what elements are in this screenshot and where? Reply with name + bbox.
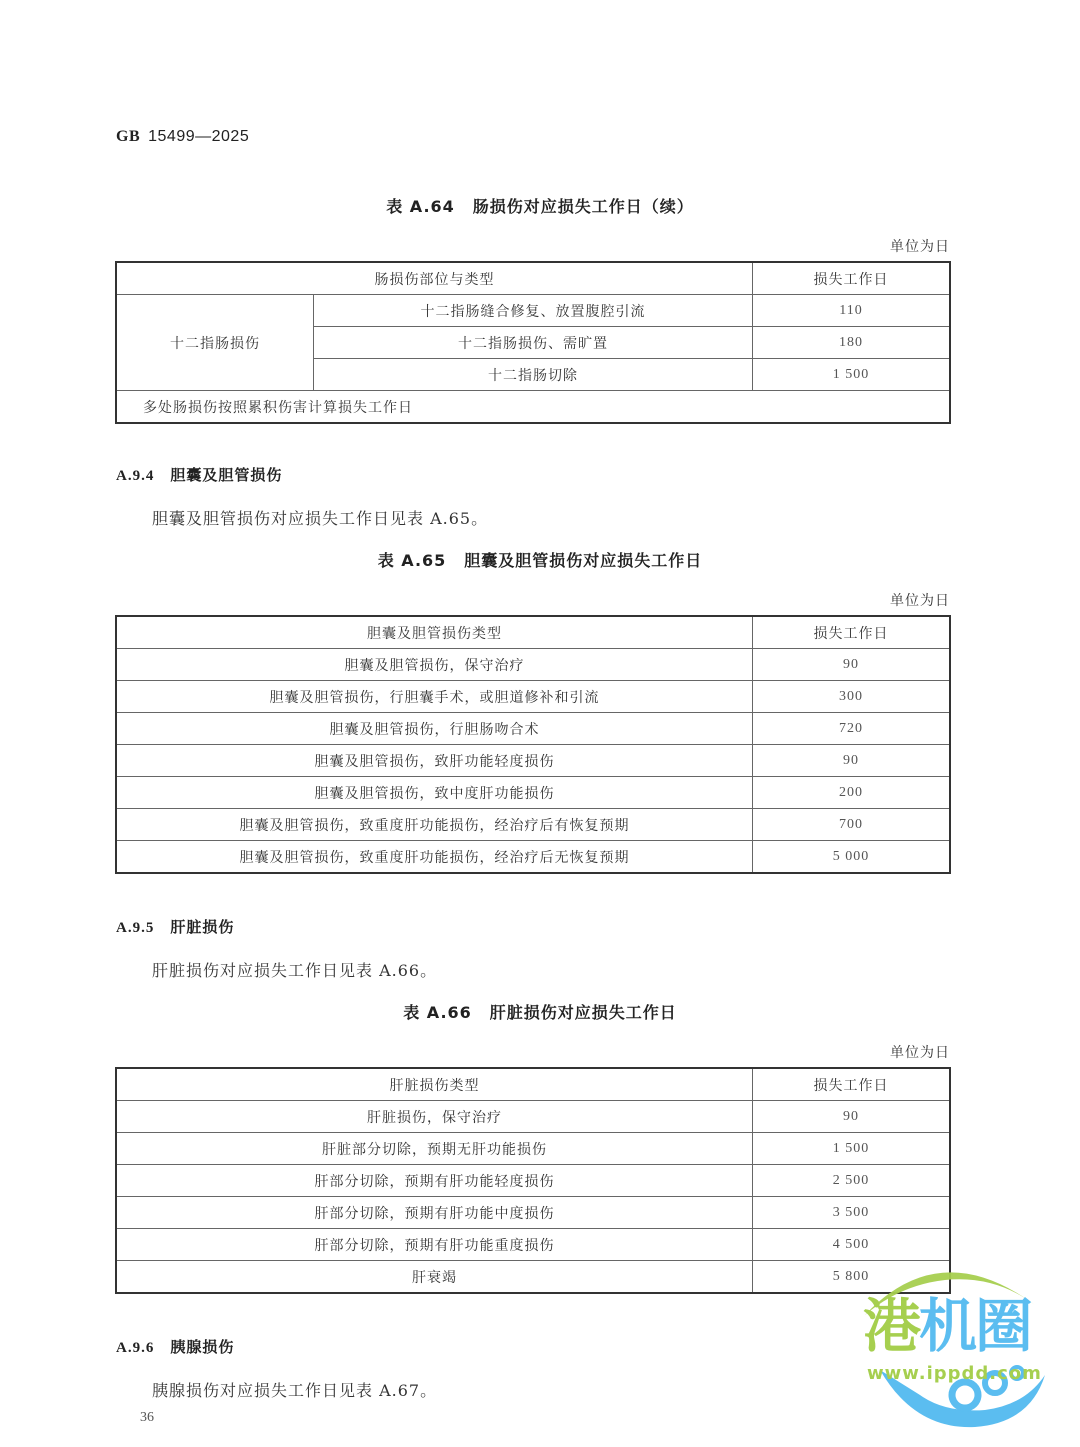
type-cell: 十二指肠缝合修复、放置腹腔引流 (314, 295, 753, 327)
days-cell: 180 (753, 327, 951, 359)
table-row (116, 1165, 950, 1197)
type-cell: 十二指肠切除 (314, 359, 753, 391)
group-label-cell: 十二指肠损伤 (116, 295, 314, 391)
header-cell-days: 损失工作日 (753, 1068, 951, 1101)
days-cell: 5 800 (753, 1261, 951, 1294)
type-cell: 肝部分切除，预期有肝功能重度损伤 (116, 1229, 753, 1261)
table-row (116, 745, 950, 777)
type-cell: 胆囊及胆管损伤，行胆囊手术，或胆道修补和引流 (116, 681, 753, 713)
days-cell: 200 (753, 777, 951, 809)
section-a96-paragraph: 胰腺损伤对应损失工作日见表 A.67。 (152, 1381, 438, 1400)
header-cell-type: 胆囊及胆管损伤类型 (116, 616, 753, 649)
header-cell-type: 肝脏损伤类型 (116, 1068, 753, 1101)
header-cell-days: 损失工作日 (753, 616, 951, 649)
section-a95-paragraph: 肝脏损伤对应损失工作日见表 A.66。 (152, 961, 438, 980)
days-cell: 300 (753, 681, 951, 713)
days-cell: 2 500 (753, 1165, 951, 1197)
section-heading-a94: A.9.4 胆囊及胆管损伤 (116, 466, 283, 484)
type-cell: 肝衰竭 (116, 1261, 753, 1294)
table-row (116, 713, 950, 745)
section-heading-a95: A.9.5 肝脏损伤 (116, 918, 235, 936)
days-cell: 1 500 (753, 359, 951, 391)
standard-number: 15499—2025 (148, 128, 250, 145)
days-cell: 110 (753, 295, 951, 327)
table-a66-unit: 单位为日 (890, 1045, 950, 1061)
table-a66-caption: 表 A.66 肝脏损伤对应损失工作日 (403, 1003, 677, 1022)
watermark-url: www.ippdd.com (867, 1363, 1042, 1384)
table-row (116, 1229, 950, 1261)
days-cell: 700 (753, 809, 951, 841)
type-cell: 肝部分切除，预期有肝功能轻度损伤 (116, 1165, 753, 1197)
watermark-text: 港机圈 (863, 1292, 1032, 1360)
days-cell: 720 (753, 713, 951, 745)
table-header-row (116, 262, 950, 295)
table-row (116, 295, 950, 327)
table-row (116, 809, 950, 841)
table-row (116, 777, 950, 809)
table-a64-unit: 单位为日 (890, 239, 950, 255)
standard-prefix: GB (116, 128, 141, 145)
type-cell: 胆囊及胆管损伤，行胆肠吻合术 (116, 713, 753, 745)
table-header-row (116, 1068, 950, 1101)
table-a65 (115, 615, 951, 874)
table-a64-caption: 表 A.64 肠损伤对应损失工作日（续） (386, 197, 694, 216)
type-cell: 肝脏损伤，保守治疗 (116, 1101, 753, 1133)
table-row (116, 681, 950, 713)
type-cell: 十二指肠损伤、需旷置 (314, 327, 753, 359)
type-cell: 胆囊及胆管损伤，致重度肝功能损伤，经治疗后无恢复预期 (116, 841, 753, 874)
days-cell: 5 000 (753, 841, 951, 874)
days-cell: 1 500 (753, 1133, 951, 1165)
watermark-logo (845, 1255, 1060, 1440)
section-heading-a96: A.9.6 胰腺损伤 (116, 1338, 235, 1356)
type-cell: 肝脏部分切除，预期无肝功能损伤 (116, 1133, 753, 1165)
type-cell: 胆囊及胆管损伤，致肝功能轻度损伤 (116, 745, 753, 777)
table-row (116, 1133, 950, 1165)
table-row (116, 1261, 950, 1294)
table-a66 (115, 1067, 951, 1294)
note-cell: 多处肠损伤按照累积伤害计算损失工作日 (116, 391, 950, 424)
section-a94-paragraph: 胆囊及胆管损伤对应损失工作日见表 A.65。 (152, 509, 489, 528)
days-cell: 3 500 (753, 1197, 951, 1229)
table-row (116, 649, 950, 681)
type-cell: 肝部分切除，预期有肝功能中度损伤 (116, 1197, 753, 1229)
table-note-row (116, 391, 950, 424)
table-row (116, 1197, 950, 1229)
days-cell: 90 (753, 649, 951, 681)
page-number: 36 (140, 1410, 154, 1425)
table-a64 (115, 261, 951, 424)
table-row (116, 1101, 950, 1133)
table-row (116, 841, 950, 874)
table-a65-caption: 表 A.65 胆囊及胆管损伤对应损失工作日 (377, 551, 703, 570)
table-a65-unit: 单位为日 (890, 593, 950, 609)
header-cell-type: 肠损伤部位与类型 (116, 262, 753, 295)
standard-id (116, 128, 249, 146)
table-header-row (116, 616, 950, 649)
header-cell-days: 损失工作日 (753, 262, 951, 295)
days-cell: 4 500 (753, 1229, 951, 1261)
days-cell: 90 (753, 745, 951, 777)
days-cell: 90 (753, 1101, 951, 1133)
type-cell: 胆囊及胆管损伤，致中度肝功能损伤 (116, 777, 753, 809)
type-cell: 胆囊及胆管损伤，致重度肝功能损伤，经治疗后有恢复预期 (116, 809, 753, 841)
type-cell: 胆囊及胆管损伤，保守治疗 (116, 649, 753, 681)
